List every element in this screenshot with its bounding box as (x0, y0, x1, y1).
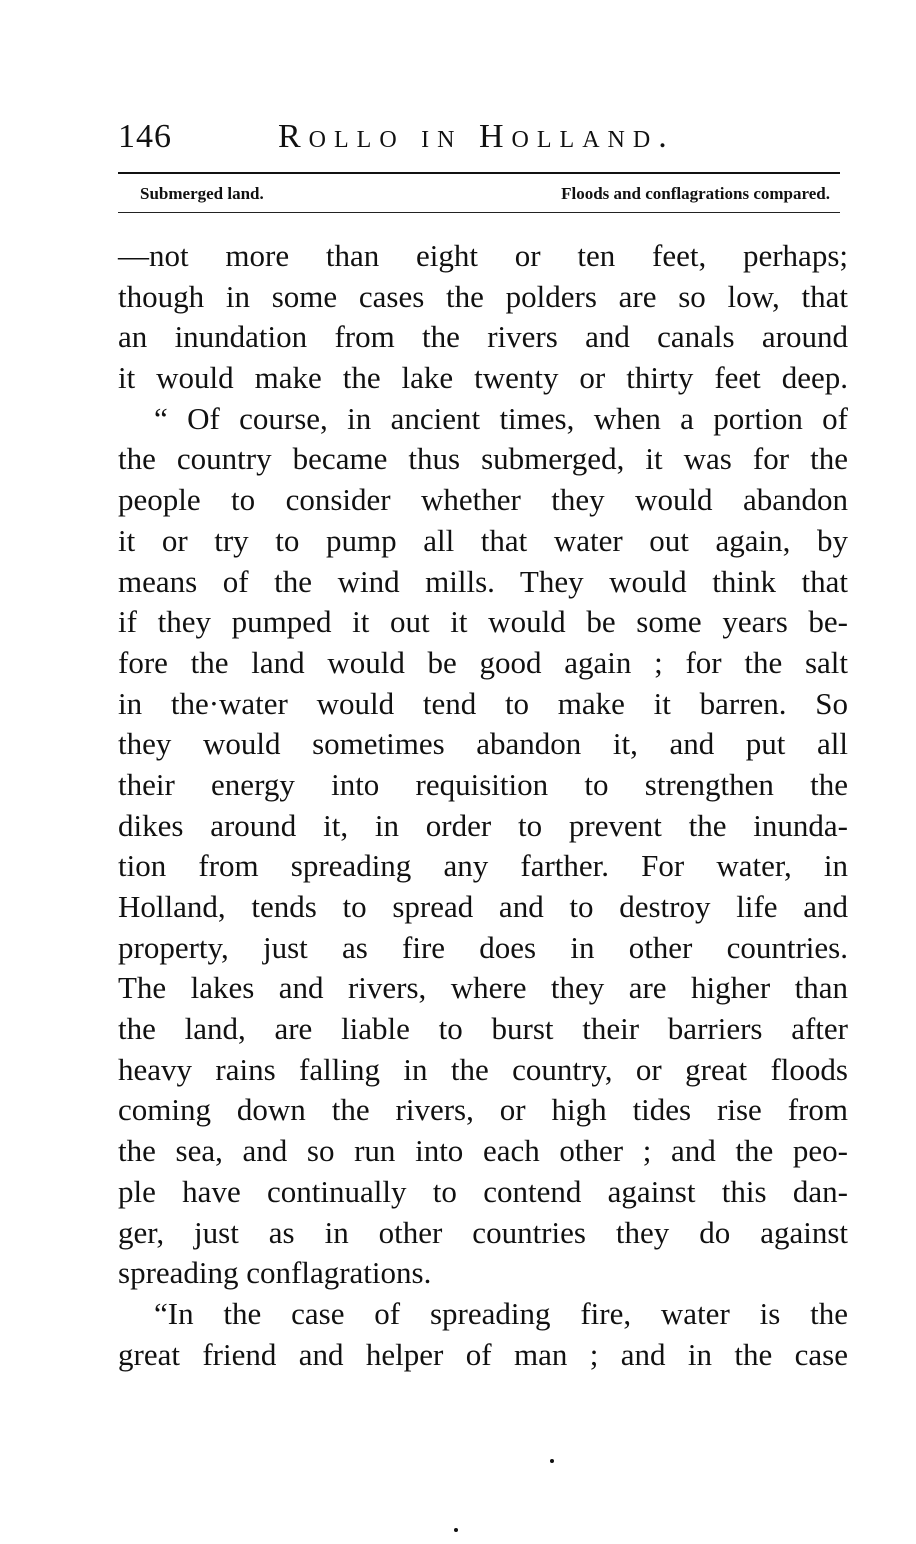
ink-speck (550, 1459, 554, 1463)
header-rule (118, 172, 840, 174)
subheader-left: Submerged land. (140, 184, 264, 203)
text-line: tion from spreading any farther. For water, in (118, 848, 848, 884)
text-line: ger, just as in other countries they do against (118, 1214, 848, 1250)
text-line: dikes around it, in order to prevent the inunda- (118, 807, 848, 843)
text-line: —not more than eight or ten feet, perhaps; (118, 238, 848, 273)
text-line: their energy into requisition to strengthen the (118, 766, 848, 802)
text-line: spreading conflagrations. (118, 1255, 432, 1291)
text-line: coming down the rivers, or high tides rise from (118, 1092, 848, 1128)
text-line: they would sometimes abandon it, and put all (118, 726, 848, 762)
text-line: though in some cases the polders are so low, that (118, 278, 848, 314)
text-line: property, just as fire does in other countries. (118, 929, 848, 965)
text-line: the land, are liable to burst their barriers after (118, 1011, 848, 1047)
text-line: “In the case of spreading fire, water is the (154, 1295, 848, 1331)
text-line: fore the land would be good again ; for the salt (118, 644, 848, 680)
text-line: it or try to pump all that water out again, by (118, 522, 848, 558)
text-line: Holland, tends to spread and to destroy life and (118, 889, 848, 924)
subheader-rule (118, 212, 840, 213)
text-line: the country became thus submerged, it was for the (118, 441, 848, 477)
text-line: if they pumped it out it would be some years be- (118, 604, 848, 640)
text-line: ple have continually to contend against this dan- (118, 1173, 848, 1209)
page-header (118, 118, 848, 158)
text-line: means of the wind mills. They would think that (118, 563, 848, 599)
subheader-right: Floods and conflagrations compared. (561, 184, 830, 203)
text-line: people to consider whether they would abandon (118, 482, 848, 518)
text-line: great friend and helper of man ; and in the case (118, 1336, 848, 1372)
text-line: the sea, and so run into each other ; and the peo- (118, 1133, 848, 1169)
body-text (118, 236, 848, 1375)
page-number: 146 (118, 118, 172, 155)
subheader (140, 184, 830, 212)
text-line: an inundation from the rivers and canals around (118, 319, 848, 355)
ink-speck (454, 1528, 458, 1532)
text-line: The lakes and rivers, where they are higher than (118, 970, 848, 1006)
text-line: it would make the lake twenty or thirty feet deep. (118, 360, 848, 396)
text-line: in the·water would tend to make it barren. So (118, 685, 848, 721)
text-line: “ Of course, in ancient times, when a portion of (154, 400, 848, 436)
text-line: heavy rains falling in the country, or great floods (118, 1051, 848, 1087)
running-title: Rollo in Holland. (278, 118, 675, 155)
